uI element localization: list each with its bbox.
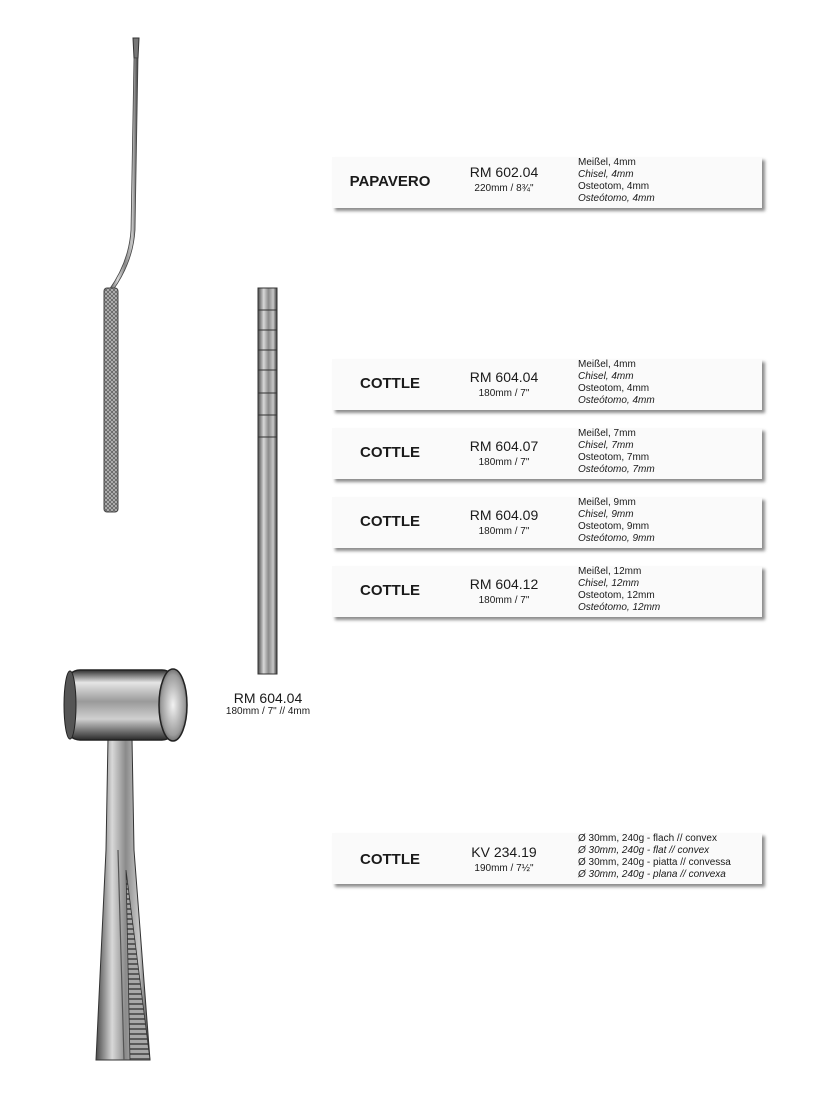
product-name: COTTLE [360, 513, 420, 530]
product-size: 220mm / 8¾" [474, 183, 534, 194]
product-code: RM 602.04 [469, 164, 539, 180]
product-description: Meißel, 12mm Chisel, 12mm Osteotom, 12mm Osteótomo, 12mm [578, 566, 661, 613]
product-size: 180mm / 7" [478, 526, 530, 537]
chisel-caption [208, 690, 328, 717]
product-code: RM 604.04 [469, 369, 539, 385]
product-size: 180mm / 7" [478, 388, 530, 399]
product-description: Meißel, 4mm Chisel, 4mm Osteotom, 4mm Osteótomo, 4mm [578, 157, 655, 204]
product-code: KV 234.19 [471, 844, 537, 860]
product-size: 180mm / 7" [478, 457, 530, 468]
product-card-rm-604-12 [332, 566, 762, 617]
product-description: Meißel, 9mm Chisel, 9mm Osteotom, 9mm Osteótomo, 9mm [578, 497, 655, 544]
product-description: Meißel, 7mm Chisel, 7mm Osteotom, 7mm Osteótomo, 7mm [578, 428, 655, 475]
cottle-chisel-image [258, 288, 277, 674]
product-name: PAPAVERO [349, 173, 431, 190]
papavero-chisel-image [104, 38, 139, 512]
product-code: RM 604.12 [469, 576, 539, 592]
product-name: COTTLE [360, 375, 420, 392]
caption-detail: 180mm / 7" // 4mm [225, 706, 311, 717]
product-name: COTTLE [360, 851, 420, 868]
product-card-papavero [332, 157, 762, 208]
product-card-rm-604-07 [332, 428, 762, 479]
product-card-rm-604-04 [332, 359, 762, 410]
product-code: RM 604.09 [469, 507, 539, 523]
product-description: Ø 30mm, 240g - flach // convex Ø 30mm, 240g - flat // convex Ø 30mm, 240g - piatta // convessa Ø 30mm, 240g - plana // convexa [578, 833, 731, 880]
product-card-kv-234-19 [332, 833, 762, 884]
product-description: Meißel, 4mm Chisel, 4mm Osteotom, 4mm Osteótomo, 4mm [578, 359, 655, 406]
product-size: 190mm / 7½" [474, 863, 534, 874]
product-card-rm-604-09 [332, 497, 762, 548]
product-size: 180mm / 7" [478, 595, 530, 606]
caption-code: RM 604.04 [233, 690, 303, 706]
product-name: COTTLE [360, 444, 420, 461]
cottle-mallet-image [64, 669, 187, 1060]
product-name: COTTLE [360, 582, 420, 599]
product-code: RM 604.07 [469, 438, 539, 454]
